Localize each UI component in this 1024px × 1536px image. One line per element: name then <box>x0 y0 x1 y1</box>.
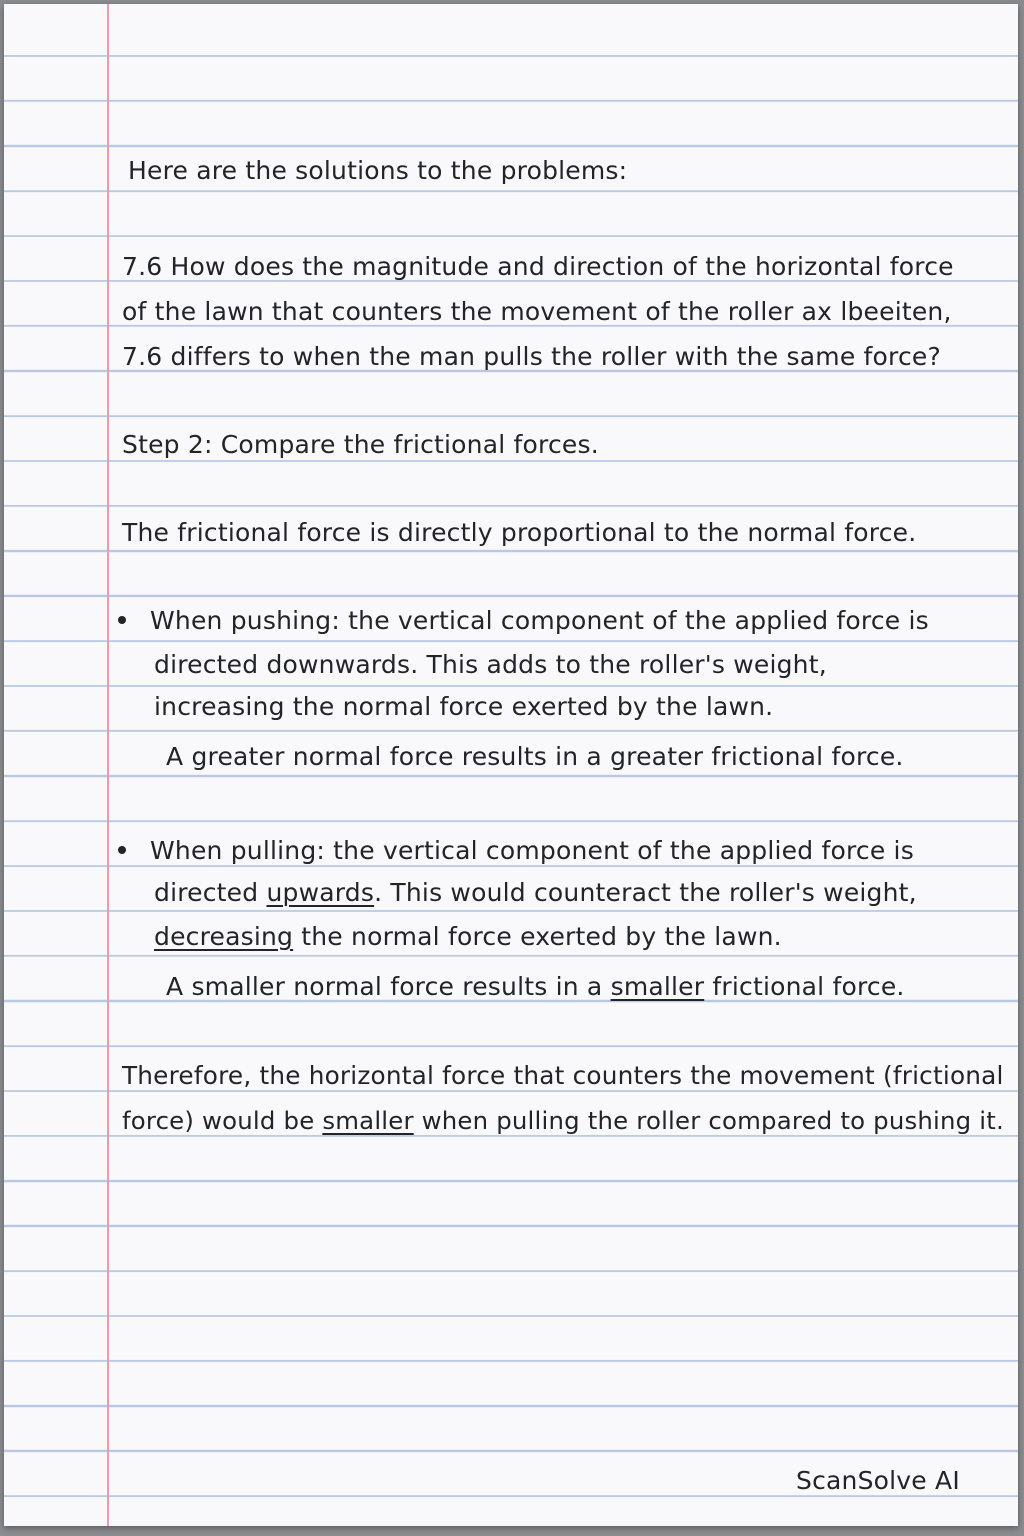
conclusion-line-1: Therefore, the horizontal force that counters the movement (frictional <box>122 1061 1004 1090</box>
question-line-2: of the lawn that counters the movement of the roller ax lbeeiten, <box>122 297 952 326</box>
notebook-page <box>4 4 1018 1526</box>
pull-line-3-end: the normal force exerted by the lawn. <box>293 922 782 951</box>
push-line-1: When pushing: the vertical component of the applied force is <box>150 606 929 635</box>
intro-text: Here are the solutions to the problems: <box>128 156 628 185</box>
margin-line <box>107 4 109 1526</box>
step-heading: Step 2: Compare the frictional forces. <box>122 430 599 459</box>
push-line-4: A greater normal force results in a greater frictional force. <box>166 742 904 771</box>
conclusion-line-2-start: force) would be <box>122 1106 323 1135</box>
pull-line-4 <box>166 974 905 999</box>
principle-text: The frictional force is directly proportional to the normal force. <box>122 518 917 547</box>
pull-line-2-start: directed <box>154 878 267 907</box>
pull-line-2 <box>154 880 917 905</box>
underline-smaller-conclusion: smaller <box>322 1106 414 1135</box>
underline-upwards: upwards <box>266 878 375 907</box>
scansolve-watermark: ScanSolve AI <box>796 1466 960 1495</box>
push-line-2: directed downwards. This adds to the roller's weight, <box>154 650 827 679</box>
conclusion-line-2-end: when pulling the roller compared to pushing it. <box>413 1106 1004 1135</box>
underline-smaller: smaller <box>610 972 705 1001</box>
pull-line-1: When pulling: the vertical component of the applied force is <box>150 836 914 865</box>
bullet-pull <box>118 846 126 854</box>
pull-line-2-end: . This would counteract the roller's weight, <box>374 878 917 907</box>
pull-line-3 <box>154 924 782 949</box>
underline-decreasing: decreasing <box>154 922 294 951</box>
pull-line-4-end: frictional force. <box>704 972 905 1001</box>
push-line-3: increasing the normal force exerted by the lawn. <box>154 692 774 721</box>
question-line-3: 7.6 differs to when the man pulls the roller with the same force? <box>122 342 941 371</box>
question-line-1: 7.6 How does the magnitude and direction of the horizontal force <box>122 252 954 281</box>
pull-line-4-start: A smaller normal force results in a <box>166 972 611 1001</box>
bullet-push <box>118 616 126 624</box>
conclusion-line-2 <box>122 1106 1004 1135</box>
